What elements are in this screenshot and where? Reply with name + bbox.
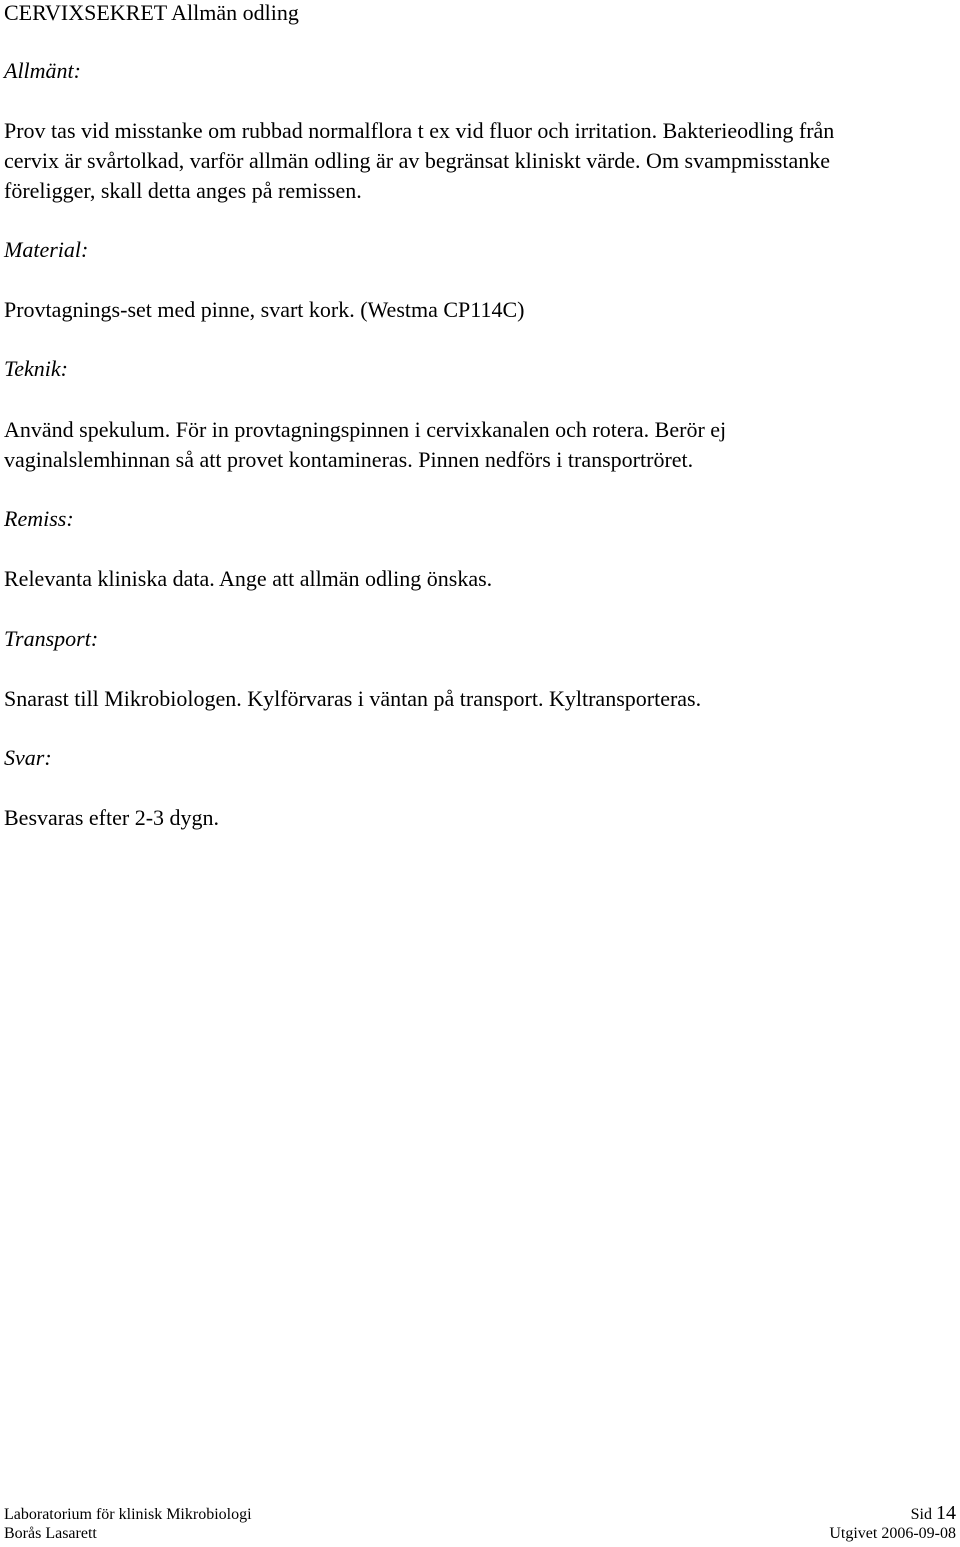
body-line: Snarast till Mikrobiologen. Kylförvaras i väntan på transport. Kyltransporteras. [4, 686, 702, 711]
body-line: Använd spekulum. För in provtagningspinnen i cervixkanalen och rotera. Berör ej [4, 417, 727, 442]
section-body-remiss [4, 564, 954, 594]
footer-hospital: Borås Lasarett [4, 1525, 97, 1542]
body-line: Prov tas vid misstanke om rubbad normalflora t ex vid fluor och irritation. Bakterieodling från [4, 118, 835, 143]
section-heading-teknik: Teknik: [4, 356, 68, 381]
page-title: CERVIXSEKRET Allmän odling [4, 0, 299, 25]
section-heading-material: Material: [4, 237, 89, 262]
body-line: cervix är svårtolkad, varför allmän odling är av begränsat kliniskt värde. Om svampmisstanke [4, 148, 830, 173]
footer-page [911, 1502, 956, 1525]
section-body-transport [4, 684, 954, 714]
section-heading-allmant: Allmänt: [4, 58, 81, 83]
footer-page-label: Sid [910, 1506, 932, 1523]
section-body-allmant [4, 116, 954, 206]
section-body-teknik [4, 415, 954, 475]
section-body-material [4, 295, 954, 325]
section-heading-transport: Transport: [4, 626, 99, 651]
body-line: Besvaras efter 2-3 dygn. [4, 805, 220, 830]
body-line: föreligger, skall detta anges på remissen. [4, 178, 362, 203]
body-line: Provtagnings-set med pinne, svart kork. (Westma CP114C) [4, 297, 525, 322]
footer-issued-date: Utgivet 2006-09-08 [829, 1525, 956, 1542]
section-body-svar [4, 803, 954, 833]
footer-row-bottom [4, 1525, 956, 1543]
section-heading-remiss: Remiss: [4, 506, 74, 531]
section-heading-svar: Svar: [4, 745, 52, 770]
body-line: vaginalslemhinnan så att provet kontamineras. Pinnen nedförs i transportröret. [4, 447, 694, 472]
footer-page-number: 14 [936, 1502, 956, 1524]
body-line: Relevanta kliniska data. Ange att allmän odling önskas. [4, 566, 493, 591]
footer-row-top [4, 1502, 956, 1525]
footer-lab-name: Laboratorium för klinisk Mikrobiologi [4, 1506, 252, 1523]
